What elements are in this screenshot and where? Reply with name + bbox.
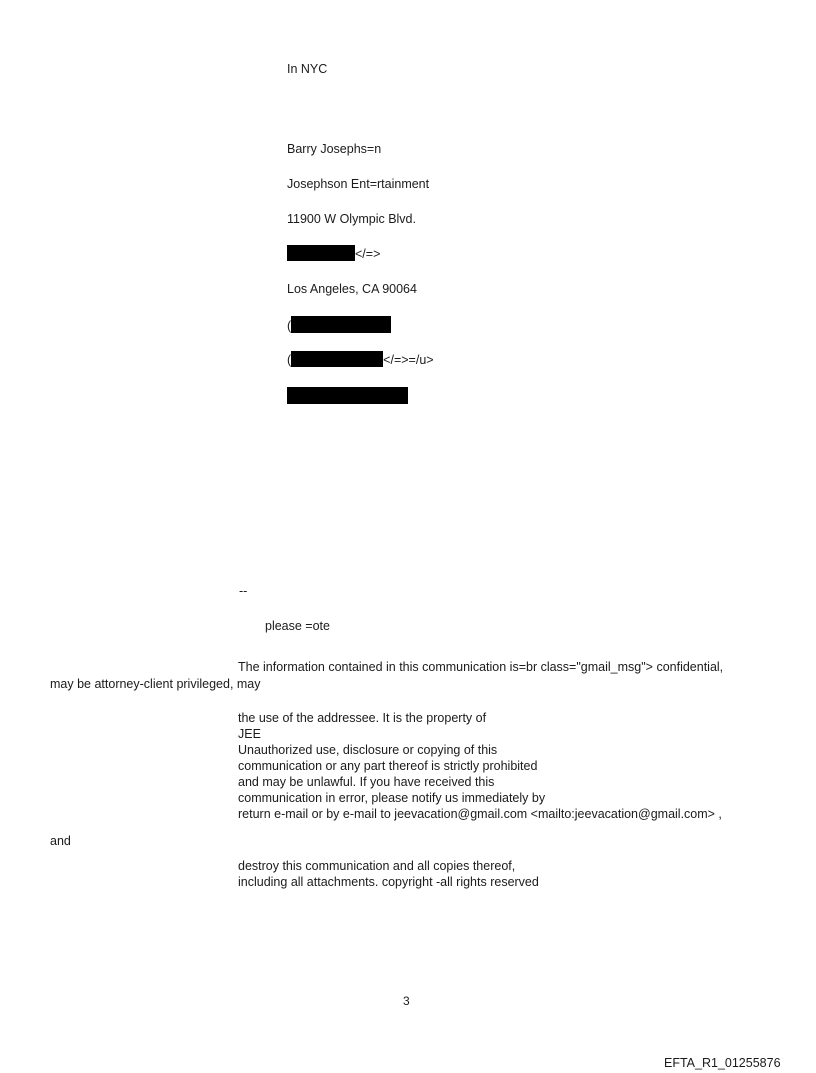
signature-divider: -- [239,584,248,598]
phone2-suffix-text: </=>=/u> [383,353,434,367]
closing-line: destroy this communication and all copies thereof, [238,859,516,873]
disclaimer-block-line: JEE [238,727,261,741]
redacted-line-1 [287,245,380,262]
contact-city: Los Angeles, CA 90064 [287,282,417,296]
disclaimer-block-line: communication or any part thereof is strictly prohibited [238,759,538,773]
redacted-line-2 [287,387,408,405]
contact-company: Josephson Ent=rtainment [287,177,430,191]
page-number: 3 [403,994,410,1008]
redaction-bar [287,387,408,404]
location-line: In NYC [287,62,328,76]
disclaimer-block-line: communication in error, please notify us immediately by [238,791,546,805]
phone-line-1 [287,316,391,334]
contact-address: 11900 W Olympic Blvd. [287,212,416,226]
redaction-suffix-text: </=> [355,247,381,261]
disclaimer-block-line: Unauthorized use, disclosure or copying of this [238,743,498,757]
disclaimer-block-line: the use of the addressee. It is the property of [238,711,487,725]
phone1-prefix-text: ( [287,319,292,333]
contact-name: Barry Josephs=n [287,142,382,156]
phone-line-2 [287,351,434,368]
phone2-prefix-text: ( [287,353,292,367]
disclaimer-line-1: The information contained in this communication is=br class="gmail_msg"> confidential, [238,660,724,674]
disclaimer-block-line: return e-mail or by e-mail to jeevacation@gmail.com <mailto:jeevacation@gmail.com> , [238,807,722,821]
disclaimer-block-line: and may be unlawful. If you have received this [238,775,495,789]
redaction-bar [287,245,355,261]
closing-line: including all attachments. copyright -all rights reserved [238,875,539,889]
disclaimer-and-word: and [50,834,71,848]
signature-note: please =ote [265,619,330,633]
redaction-bar [291,316,391,333]
bates-number: EFTA_R1_01255876 [664,1056,781,1070]
disclaimer-line-2: may be attorney-client privileged, may [50,677,261,691]
redaction-bar [291,351,383,367]
